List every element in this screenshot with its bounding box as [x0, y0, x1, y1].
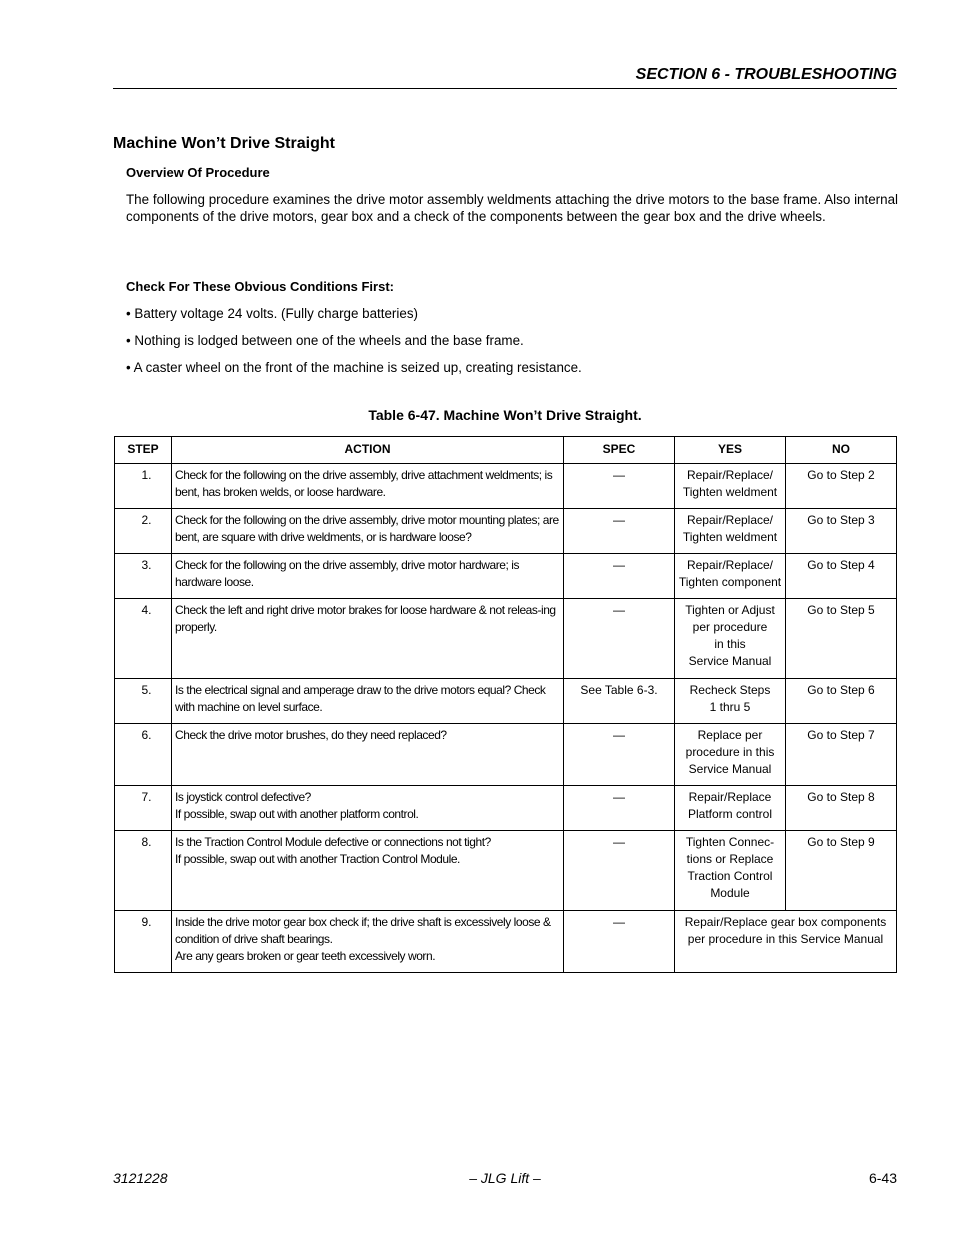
step-cell: 2. [115, 509, 172, 554]
table-row [115, 911, 897, 973]
step-cell: 7. [115, 786, 172, 831]
yes-cell: Repair/Replace/ Tighten weldment [675, 509, 786, 554]
page-number: 6-43 [868, 1170, 897, 1186]
yes-cell: Repair/Replace/ Tighten component [675, 554, 786, 599]
list-item: • Battery voltage 24 volts. (Fully charge batteries) [126, 306, 418, 321]
page-heading: Machine Won’t Drive Straight [113, 135, 335, 152]
yes-cell: Repair/Replace/ Tighten weldment [675, 464, 786, 509]
step-cell: 9. [115, 911, 172, 973]
table-row [115, 599, 897, 679]
section-title: SECTION 6 - TROUBLESHOOTING [635, 66, 897, 83]
troubleshooting-table [114, 436, 897, 973]
header-action: ACTION [172, 437, 564, 464]
no-cell: Go to Step 7 [786, 724, 897, 786]
header-no: NO [786, 437, 897, 464]
yes-cell: Repair/Replace Platform control [675, 786, 786, 831]
step-cell: 4. [115, 599, 172, 679]
table-header-row [115, 437, 897, 464]
yes-cell: Tighten Connec- tions or Replace Traction Control Module [675, 831, 786, 911]
checks-title: Check For These Obvious Conditions First: [126, 279, 394, 294]
action-cell: Inside the drive motor gear box check if; the drive shaft is excessively loose & condition of drive shaft bearings. Are any gears broken or gear teeth excessively worn. [172, 911, 564, 973]
spec-cell: — [564, 599, 675, 679]
no-cell: Go to Step 5 [786, 599, 897, 679]
header-yes: YES [675, 437, 786, 464]
spec-cell: — [564, 724, 675, 786]
yes-no-merged-cell: Repair/Replace gear box components per procedure in this Service Manual [675, 911, 897, 973]
spec-cell: See Table 6-3. [564, 679, 675, 724]
spec-cell: — [564, 786, 675, 831]
action-cell: Check for the following on the drive assembly, drive motor hardware; is hardware loose. [172, 554, 564, 599]
no-cell: Go to Step 4 [786, 554, 897, 599]
no-cell: Go to Step 8 [786, 786, 897, 831]
header-step: STEP [115, 437, 172, 464]
document-number: 3121228 [113, 1170, 168, 1186]
action-cell: Check for the following on the drive assembly, drive attachment weldments; is bent, has broken welds, or loose hardware. [172, 464, 564, 509]
spec-cell: — [564, 464, 675, 509]
step-cell: 5. [115, 679, 172, 724]
action-cell: Check the left and right drive motor brakes for loose hardware & not releas-ing properly. [172, 599, 564, 679]
action-cell: Is the Traction Control Module defective or connections not tight? If possible, swap out with another Traction Control Module. [172, 831, 564, 911]
step-cell: 8. [115, 831, 172, 911]
header-spec: SPEC [564, 437, 675, 464]
company-name: – JLG Lift – [469, 1170, 541, 1186]
page-header [113, 64, 897, 89]
checks-list [126, 305, 582, 386]
yes-cell: Tighten or Adjust per procedure in this Service Manual [675, 599, 786, 679]
table-caption: Table 6-47. Machine Won’t Drive Straight. [368, 407, 642, 423]
overview-text: The following procedure examines the drive motor assembly weldments attaching the drive motors to the base frame. Also internal components of the drive motors, gear box and a check of the components between the gear box and the drive wheels. [126, 192, 898, 224]
yes-cell: Recheck Steps 1 thru 5 [675, 679, 786, 724]
list-item: • A caster wheel on the front of the machine is seized up, creating resistance. [126, 360, 582, 375]
spec-cell: — [564, 509, 675, 554]
action-cell: Check the drive motor brushes, do they need replaced? [172, 724, 564, 786]
table-row [115, 786, 897, 831]
table-row [115, 724, 897, 786]
action-cell: Is the electrical signal and amperage draw to the drive motors equal? Check with machine on level surface. [172, 679, 564, 724]
overview-title: Overview Of Procedure [126, 165, 270, 180]
step-cell: 1. [115, 464, 172, 509]
table-row [115, 554, 897, 599]
yes-cell: Replace per procedure in this Service Manual [675, 724, 786, 786]
step-cell: 6. [115, 724, 172, 786]
action-cell: Check for the following on the drive assembly, drive motor mounting plates; are bent, are square with drive weldments, or is hardware loose? [172, 509, 564, 554]
no-cell: Go to Step 3 [786, 509, 897, 554]
table-row [115, 679, 897, 724]
spec-cell: — [564, 554, 675, 599]
no-cell: Go to Step 6 [786, 679, 897, 724]
list-item: • Nothing is lodged between one of the wheels and the base frame. [126, 333, 524, 348]
table-row [115, 831, 897, 911]
no-cell: Go to Step 9 [786, 831, 897, 911]
action-cell: Is joystick control defective? If possible, swap out with another platform control. [172, 786, 564, 831]
spec-cell: — [564, 831, 675, 911]
no-cell: Go to Step 2 [786, 464, 897, 509]
step-cell: 3. [115, 554, 172, 599]
table-row [115, 464, 897, 509]
table-row [115, 509, 897, 554]
spec-cell: — [564, 911, 675, 973]
